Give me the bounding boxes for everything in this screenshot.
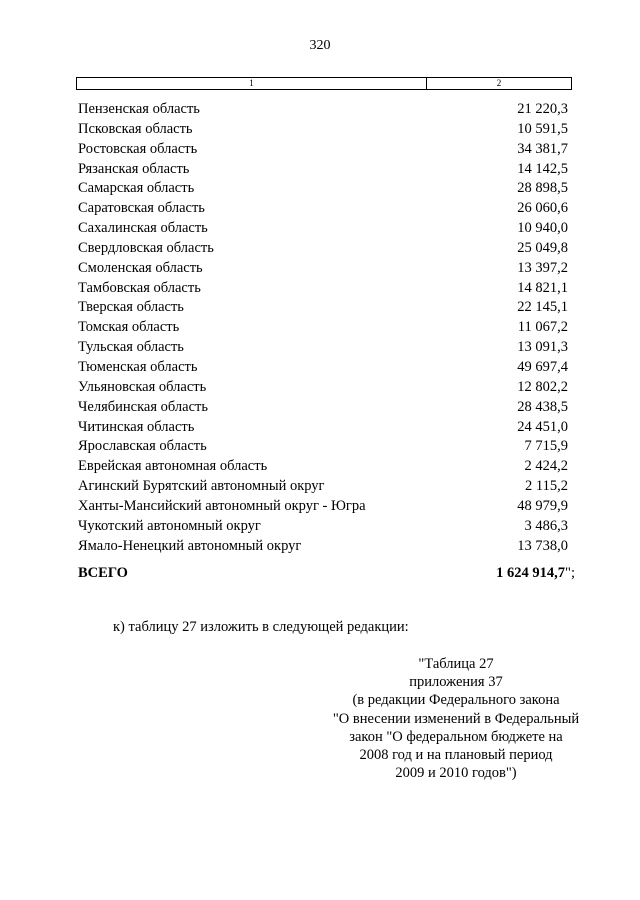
region-name: Тульская область xyxy=(78,339,184,356)
region-value: 12 802,2 xyxy=(517,378,568,395)
region-value: 2 115,2 xyxy=(525,478,568,495)
region-name: Рязанская область xyxy=(78,160,190,177)
table-row xyxy=(78,437,568,457)
table-row xyxy=(78,477,568,497)
region-name: Еврейская автономная область xyxy=(78,458,268,475)
region-value: 48 979,9 xyxy=(517,497,568,514)
caption-line: закон "О федеральном бюджете на xyxy=(349,728,563,745)
region-value: 14 821,1 xyxy=(517,279,568,296)
table-row xyxy=(78,298,568,318)
region-name: Псковская область xyxy=(78,120,193,137)
caption-line: 2008 год и на плановый период xyxy=(359,747,553,764)
region-name: Агинский Бурятский автономный округ xyxy=(78,478,325,495)
table-row xyxy=(78,358,568,378)
region-value: 26 060,6 xyxy=(517,200,568,217)
region-value: 14 142,5 xyxy=(517,160,568,177)
region-value: 25 049,8 xyxy=(517,239,568,256)
caption-line: приложения 37 xyxy=(409,674,503,691)
table-caption xyxy=(318,655,594,782)
table-row xyxy=(78,318,568,338)
region-value: 10 940,0 xyxy=(517,220,568,237)
region-value: 49 697,4 xyxy=(517,358,568,375)
column-header-1: 1 xyxy=(77,78,427,89)
total-amount: 1 624 914,7 xyxy=(496,565,566,581)
table-row xyxy=(78,537,568,557)
total-suffix: "; xyxy=(565,565,575,581)
table-row xyxy=(78,517,568,537)
region-value: 13 738,0 xyxy=(517,537,568,554)
caption-line: "О внесении изменений в Федеральный xyxy=(332,710,580,727)
table-row xyxy=(78,259,568,279)
region-name: Смоленская область xyxy=(78,259,203,276)
caption-line: (в редакции Федерального закона xyxy=(352,692,560,709)
table-row xyxy=(78,457,568,477)
table-row xyxy=(78,199,568,219)
region-value: 22 145,1 xyxy=(517,299,568,316)
table-row xyxy=(78,120,568,140)
table-row xyxy=(78,378,568,398)
region-value: 13 091,3 xyxy=(517,339,568,356)
region-value: 21 220,3 xyxy=(517,101,568,117)
region-name: Сахалинская область xyxy=(78,220,208,237)
region-name: Тамбовская область xyxy=(78,279,201,296)
caption-line: 2009 и 2010 годов") xyxy=(395,765,517,782)
table-row xyxy=(78,239,568,259)
region-name: Ростовская область xyxy=(78,140,198,157)
region-value: 28 438,5 xyxy=(517,398,568,415)
table-row xyxy=(78,100,568,120)
table-row xyxy=(78,179,568,199)
table-row xyxy=(78,338,568,358)
region-value: 3 486,3 xyxy=(524,517,568,534)
total-value xyxy=(496,563,575,583)
table-row xyxy=(78,398,568,418)
region-name: Читинская область xyxy=(78,418,195,435)
region-value: 13 397,2 xyxy=(517,259,568,276)
caption-line: "Таблица 27 xyxy=(418,656,494,672)
table-row xyxy=(78,497,568,517)
region-name: Саратовская область xyxy=(78,200,205,217)
table-row xyxy=(78,418,568,438)
table-row xyxy=(78,160,568,180)
region-name: Ульяновская область xyxy=(78,378,207,395)
column-header-2: 2 xyxy=(496,78,502,88)
region-name: Ярославская область xyxy=(78,438,207,455)
region-value: 24 451,0 xyxy=(517,418,568,435)
page-number: 320 xyxy=(309,38,331,53)
table-header xyxy=(76,77,572,90)
region-value: 10 591,5 xyxy=(517,120,568,137)
region-name: Ямало-Ненецкий автономный округ xyxy=(78,537,302,554)
region-value: 34 381,7 xyxy=(517,140,568,157)
table-row xyxy=(78,219,568,239)
region-value: 28 898,5 xyxy=(517,180,568,197)
total-row xyxy=(78,563,575,583)
region-value: 7 715,9 xyxy=(524,438,568,455)
total-label: ВСЕГО xyxy=(78,565,128,581)
region-value: 11 067,2 xyxy=(517,319,568,336)
region-value: 2 424,2 xyxy=(524,458,568,475)
region-name: Томская область xyxy=(78,319,180,336)
region-table xyxy=(78,100,568,556)
region-name: Ханты-Мансийский автономный округ - Югра xyxy=(78,497,366,514)
region-name: Свердловская область xyxy=(78,239,214,256)
region-name: Тверская область xyxy=(78,299,184,316)
region-name: Чукотский автономный округ xyxy=(78,517,261,534)
table-row xyxy=(78,140,568,160)
region-name: Челябинская область xyxy=(78,398,208,415)
table-row xyxy=(78,279,568,299)
region-name: Самарская область xyxy=(78,180,195,197)
instruction-text: к) таблицу 27 изложить в следующей редакции: xyxy=(113,619,409,635)
region-name: Тюменская область xyxy=(78,358,198,375)
region-name: Пензенская область xyxy=(78,101,200,117)
